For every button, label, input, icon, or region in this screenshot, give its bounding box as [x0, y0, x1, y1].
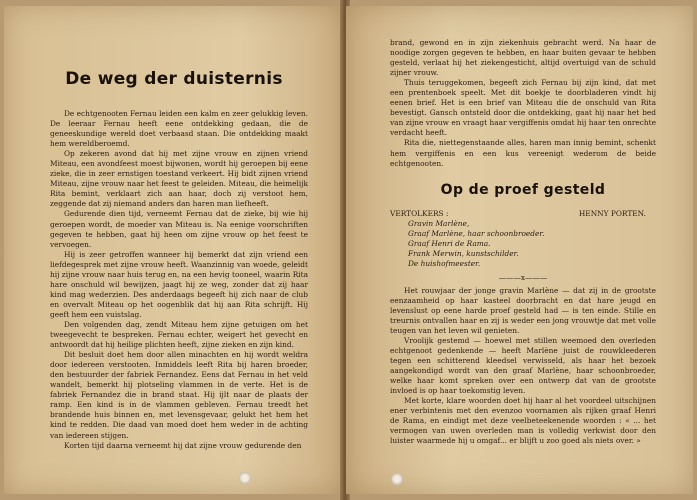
cast-role: Graaf Henri de Rama.	[408, 238, 491, 248]
cast-star: HENNY PORTEN.	[578, 208, 646, 218]
left-page-text	[50, 109, 308, 451]
paragraph: Den volgenden dag, zendt Miteau hem zijne getuigen om het tweegevecht te bespreken. Fernau echter, weigert het gevecht en antwoordt dat hij heilige plichten heeft, zijne zieken en zijn kind.	[50, 319, 308, 350]
paragraph: Thuis teruggekomen, begeeft zich Fernau bij zijn kind, dat met een prentenboek speelt. Met dit boekje te doorbladeren vindt hij eenen brief. Het is een brief van Miteau die de onschuld van Rita bevestigt. Gansch ontsteld door die ontdekking, gaat hij naar het bed van zijne vrouw en vraagt haar vergiffenis omdat hij haar ten onrechte verdacht heeft.	[390, 78, 656, 138]
paragraph: Korten tijd daarna verneemt hij dat zijne vrouw gedurende den	[64, 440, 302, 450]
left-page-title: De weg der duisternis	[65, 69, 283, 89]
cast-role: Graaf Marlène, haar schoonbroeder.	[408, 228, 545, 238]
paragraph: Dit besluit doet hem door allen minachten en hij wordt weldra door iedereen verstooten. Inmiddels leeft Rita bij haren broeder, den bestuurder der fabriek Fernandez. Eens dat Fernau in het veld wandelt, bemerkt hij plotseling vlammen in de verte. Het is de fabriek Fernandez die in brand staat. Hij ijlt naar de plaats der ramp. Een kind is in de vlammen gebleven. Fernau treedt het brandende huis binnen en, met levensgevaar, gelukt het hem het kind te redden. Die daad van moed doet hem weder in de achting van iedereen stijgen.	[50, 350, 308, 440]
cast-role: De huishofmeester.	[408, 258, 481, 268]
paragraph: brand, gewond en in zijn ziekenhuis gebracht werd. Na haar de noodige zorgen gegeven te hebben, en haar buiten gevaar te hebben gesteld, verlaat hij het ziekengesticht, altijd overtuigd van de schuld zijner vrouw.	[390, 38, 656, 78]
cast-role: Gravin Marlène,	[408, 218, 470, 228]
right-page-text	[390, 38, 656, 446]
left-page	[4, 6, 344, 494]
paragraph: Hij is zeer getroffen wanneer hij bemerkt dat zijn vriend een liefdegesprek met zijne vrouw heeft. Waanzinnig van woede, geleidt hij zijne vrouw naar huis terug en, na een hevig tooneel, waarin Rita hare onschuld wil bewijzen, jaagt hij ze weg, zonder dat zij haar kind mag wederzien. Des anderdaags begeeft hij zich naar de club en overvalt Miteau op het oogenblik dat hij aan Rita schrijft. Hij geeft hem een vuistslag.	[50, 249, 308, 319]
cast-role: Frank Merwin, kunstschilder.	[408, 248, 519, 258]
paragraph: Vroolijk gestemd — hoewel met stillen weemoed den overleden echtgenoot gedenkende — heeft Marlène juist de rouwkleederen tegen een schitterend kleedsel verwisseld, als haar het bezoek aangekondigd wordt van den graaf Marlène, haar schoonbroeder, welke haar komt spreken over een ontwerp dat van de grootste invloed is op haar toekomstig leven.	[390, 335, 656, 396]
cast-label: VERTOLKERS :	[390, 208, 449, 218]
separator: ———x———	[498, 272, 548, 282]
paragraph: Op zekeren avond dat hij met zijne vrouw en zijnen vriend Miteau, een avondfeest moest bijwonen, wordt hij geroepen bij eene zieke, die in zeer ernstigen toestand verkeert. Hij bidt zijnen vriend Miteau, zijne vrouw naar het feest te geleiden. Miteau, die heimelijk Rita bemint, verklaart zich aan haar, doch zij verstoot hem, zeggende dat zij niemand anders dan haren man liefheeft.	[50, 149, 308, 209]
paragraph: Rita die, niettegenstaande alles, haren man innig bemint, schenkt hem vergiffenis en een kus vereenigt wederom de beide echtgenooten.	[390, 138, 656, 168]
paragraph: Gedurende dien tijd, verneemt Fernau dat de zieke, bij wie hij geroepen wordt, de moeder van Miteau is. Na eenige voorschriften gegeven te hebben, gaat hij heen om zijne vrouw op het feest te vervoegen.	[50, 209, 308, 249]
cast-list	[390, 209, 656, 269]
punch-hole	[391, 473, 403, 485]
paragraph: Het rouwjaar der jonge gravin Marlène — dat zij in de grootste eenzaamheid op haar kasteel doorbracht en dat hare jeugd en levenslust op eene harde proef gesteld had — is ten einde. Stille en treurnis ontvallen haar en zij is weder een jong vrouwtje dat met volle teugen van het leven wil genieten.	[390, 285, 656, 335]
paragraph: De echtgenooten Fernau leiden een kalm en zeer gelukkig leven. De leeraar Fernau heeft eene ontdekking gedaan, die de geneeskundige wereld doet verbaasd staan. Die ontdekking maakt hem wereldberoemd.	[50, 109, 308, 149]
right-page-title: Op de proef gesteld	[440, 181, 606, 198]
punch-hole	[239, 472, 251, 484]
paragraph: Met korte, klare woorden doet hij haar al het voordeel uitschijnen ener verbintenis met den evenzoo voornamen als rijken graaf Henri de Rama, en eindigt met deze veelbeteekenende woorden : « ... het vermogen van uwen overleden man is volledig verkwist door den luister waarmede hij u omgaf... er blijft u zoo goed als niets over. »	[390, 396, 656, 446]
right-page	[346, 6, 693, 494]
